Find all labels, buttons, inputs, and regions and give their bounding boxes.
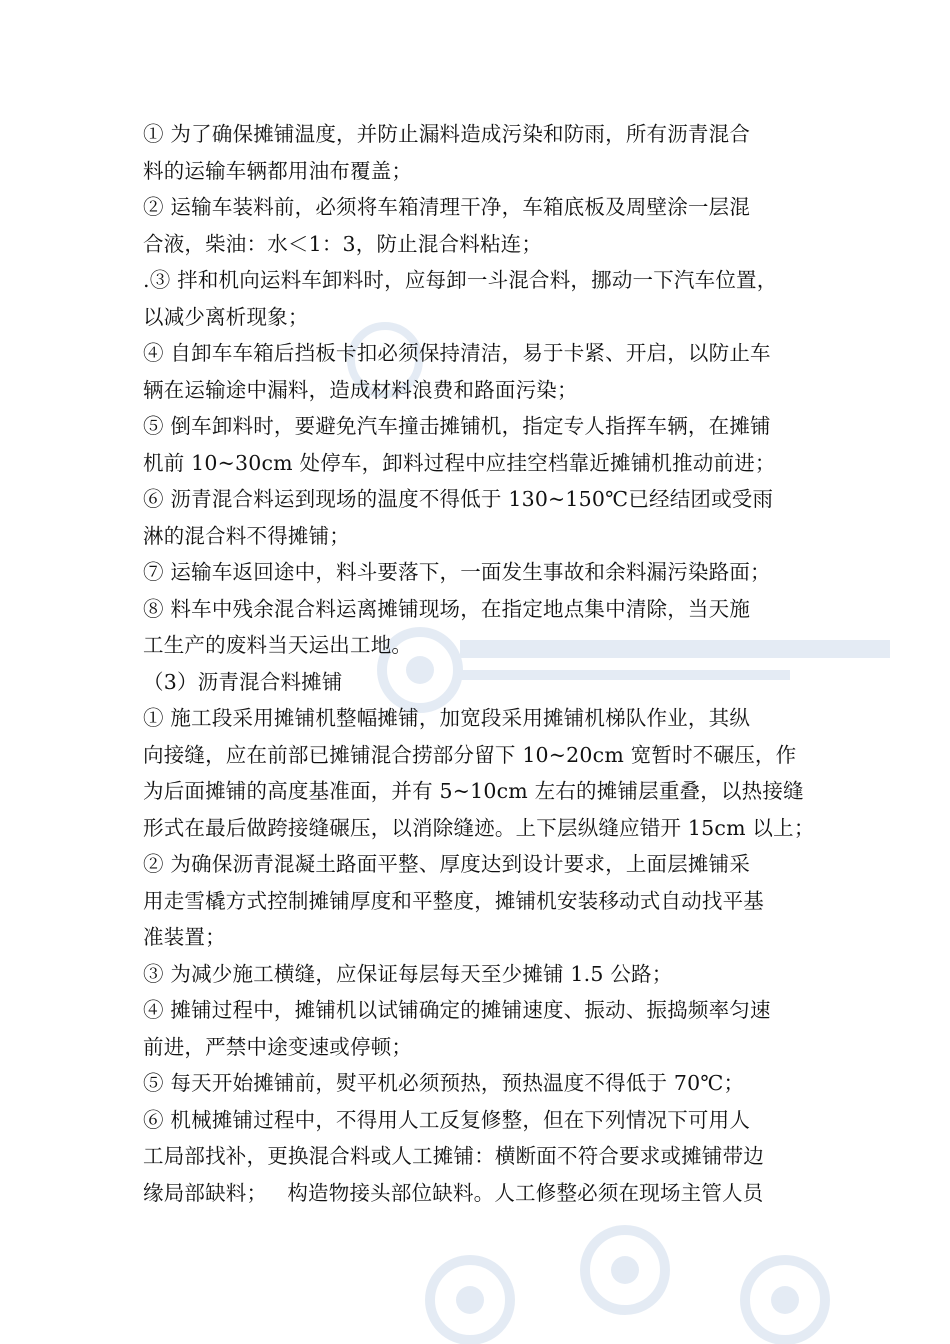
text-line: 淋的混合料不得摊铺； xyxy=(143,523,350,548)
text-line: 机前 10~30cm 处停车，卸料过程中应挂空档靠近摊铺机推动前进； xyxy=(143,450,776,475)
text-line: ② 为确保沥青混凝土路面平整、厚度达到设计要求，上面层摊铺采 xyxy=(143,852,751,876)
text-line: 用走雪橇方式控制摊铺厚度和平整度，摊铺机安装移动式自动找平基 xyxy=(143,888,764,913)
text-line: 合液，柴油：水＜1：3，防止混合料粘连； xyxy=(143,231,543,256)
text-line: ⑥ 沥青混合料运到现场的温度不得低于 130~150℃已经结团或受雨 xyxy=(143,487,774,511)
text-line: ⑤ 倒车卸料时，要避免汽车撞击摊铺机，指定专人指挥车辆，在摊铺 xyxy=(143,414,771,438)
text-line: ① 为了确保摊铺温度，并防止漏料造成污染和防雨，所有沥青混合 xyxy=(143,122,751,146)
text-line: ① 施工段采用摊铺机整幅摊铺，加宽段采用摊铺机梯队作业，其纵 xyxy=(143,706,751,730)
text-line: ③ 为减少施工横缝，应保证每层每天至少摊铺 1.5 公路； xyxy=(143,961,673,986)
text-line: ⑦ 运输车返回途中，料斗要落下，一面发生事故和余料漏污染路面； xyxy=(143,560,771,584)
text-line: 缘局部缺料； 构造物接头部位缺料。人工修整必须在现场主管人员 xyxy=(143,1180,764,1205)
text-line: ④ 摊铺过程中，摊铺机以试铺确定的摊铺速度、振动、振捣频率匀速 xyxy=(143,998,771,1022)
text-line: .③ 拌和机向运料车卸料时，应每卸一斗混合料，挪动一下汽车位置， xyxy=(143,268,778,292)
document-body xyxy=(143,116,815,1211)
text-line: 准装置； xyxy=(143,925,226,949)
text-line: ④ 自卸车车箱后挡板卡扣必须保持清洁，易于卡紧、开启，以防止车 xyxy=(143,341,771,365)
section-heading: （3）沥青混合料摊铺 xyxy=(143,669,343,694)
text-line: 为后面摊铺的高度基准面，并有 5~10cm 左右的摊铺层重叠，以热接缝 xyxy=(143,779,804,803)
text-line: 工局部找补，更换混合料或人工摊铺：横断面不符合要求或摊铺带边 xyxy=(143,1144,764,1168)
text-line: 形式在最后做跨接缝碾压，以消除缝迹。上下层纵缝应错开 15cm 以上； xyxy=(143,815,815,840)
text-line: 前进，严禁中途变速或停顿； xyxy=(143,1034,413,1059)
text-line: 工生产的废料当天运出工地。 xyxy=(143,633,413,657)
text-line: 向接缝，应在前部已摊铺混合捞部分留下 10~20cm 宽暂时不碾压，作 xyxy=(143,742,797,767)
text-line: 辆在运输途中漏料，造成材料浪费和路面污染； xyxy=(143,377,578,402)
text-line: 以减少离析现象； xyxy=(143,304,309,329)
text-line: ⑧ 料车中残余混合料运离摊铺现场，在指定地点集中清除，当天施 xyxy=(143,596,751,621)
text-line: ② 运输车装料前，必须将车箱清理干净，车箱底板及周壁涂一层混 xyxy=(143,195,751,219)
text-line: ⑤ 每天开始摊铺前，熨平机必须预热，预热温度不得低于 70℃； xyxy=(143,1071,745,1095)
text-line: 料的运输车辆都用油布覆盖； xyxy=(143,158,413,183)
text-line: ⑥ 机械摊铺过程中，不得用人工反复修整，但在下列情况下可用人 xyxy=(143,1107,751,1132)
